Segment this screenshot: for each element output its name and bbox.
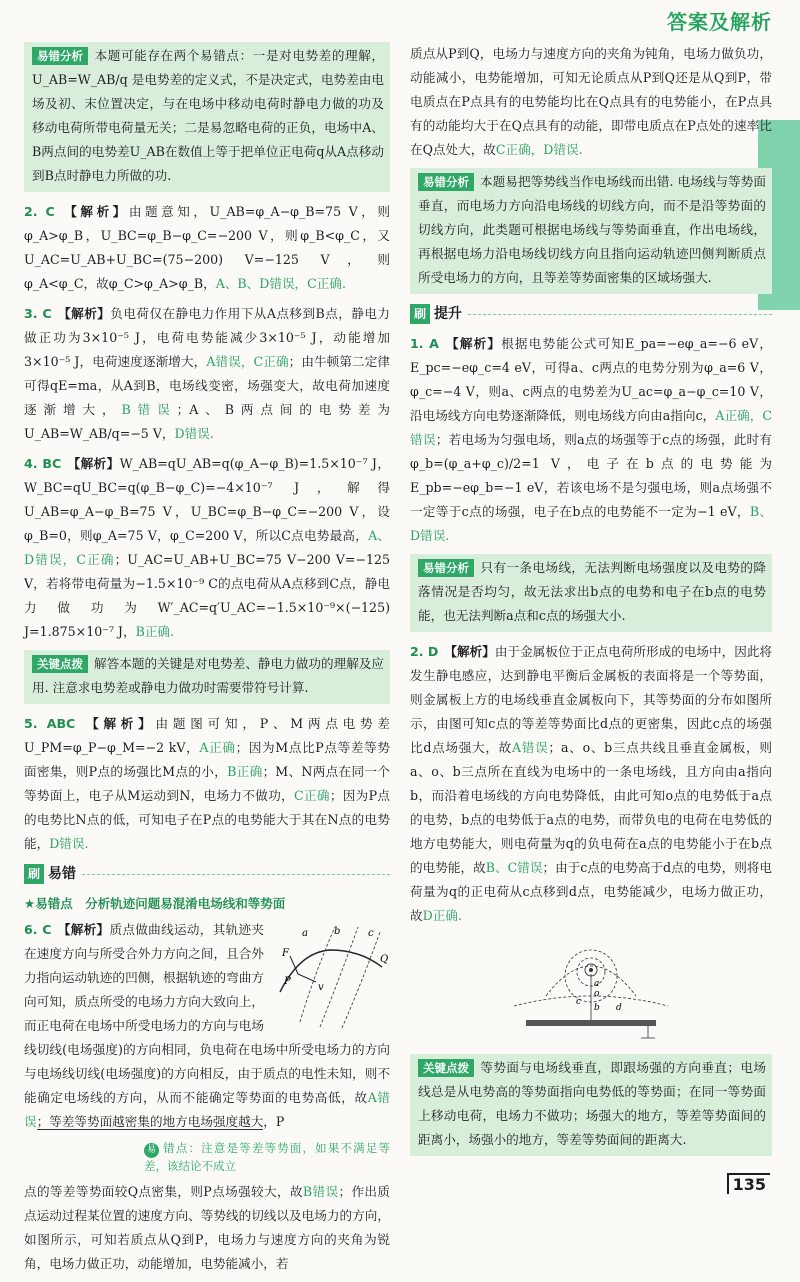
answer-text: ；作出质点运动过程某位置的速度方向、等势线的切线以及电场力的方向，如图所示，可知若质点从Q到P，电场力与速度方向的夹角为锐角，电场力做正功，动能增加，电势能减小，若: [24, 1184, 390, 1271]
answer-verdict: B错误: [121, 402, 177, 417]
answer-text: ；U_AC=U_AB+U_BC=75 V−200 V=−125 V，若将带电荷量为−1.5×10⁻⁹ C的点电荷从A点移到C点，静电力做功为W′_AC=q′U_AC=−1.5×10⁻⁹×(−125) J=1.875×10⁻⁷ J，: [24, 552, 391, 639]
fig-label-b: b: [334, 926, 341, 937]
answer-text: 由于金属板位于正点电荷所形成的电场中，因此将发生静电感应，达到静电平衡后金属板的表面将是一个等势面，则金属板上方的电场线垂直金属板向下，其等势面的分布如图所示，由图可知c点的等差等势面比d点的更密集，因此c点的场强比d点场强大，故: [410, 644, 773, 755]
answer-number: 5. ABC: [24, 716, 76, 731]
section-heading-error: [24, 862, 390, 886]
answer-text: 负电荷仅在静电力作用下从A点移到B点，静电力做正功为3×10⁻⁵ J，电荷电势能减少3×10⁻⁵ J，动能增加3×10⁻⁵ J，电荷速度逐渐增大，: [24, 306, 391, 369]
fig-label-v: v: [318, 982, 324, 993]
analysis-label: 【解析】: [67, 456, 120, 471]
error-analysis-box: [24, 42, 390, 192]
answer-verdict: C正确，D错误.: [495, 142, 583, 157]
answer-6-continued-right: [410, 42, 772, 162]
answer-verdict: A错误: [511, 740, 549, 755]
section-title: 易错: [48, 866, 76, 882]
improve-answer-2: [410, 640, 772, 928]
answer-number: 2. C: [24, 204, 55, 219]
answer-number: 3. C: [24, 306, 52, 321]
key-point-box: [24, 650, 390, 704]
left-column: [24, 42, 390, 1282]
answer-verdict: B、D错误.: [410, 504, 772, 543]
answer-text: 由题图可知，P、M两点电势差U_PM=φ_P−φ_M=−2 kV，: [24, 716, 390, 755]
error-analysis-box-2: [410, 554, 772, 632]
answer-verdict: A错误，C正确: [206, 354, 289, 369]
section-title: 提升: [434, 306, 462, 322]
answer-verdict: D错误.: [49, 836, 89, 851]
answer-verdict: A、B、D错误，C正确.: [215, 276, 346, 291]
analysis-label: 【解析】: [58, 306, 111, 321]
answer-5: [24, 712, 390, 856]
error-note: [144, 1140, 390, 1174]
answer-text: ；A、B两点间的电势差为U_AB=W_AB/q=−5 V，: [24, 402, 390, 441]
error-analysis-text: 只有一条电场线，无法判断电场强度以及电势的降落情况是否均匀，故无法求出b点的电势和电子在b点的电势能，也无法判断a点和c点的场强大小.: [418, 560, 766, 623]
answer-6: [24, 918, 390, 1134]
fig2-label-d: d: [616, 1003, 622, 1013]
error-note-icon: 易: [144, 1143, 159, 1158]
answer-4: [24, 452, 390, 644]
trajectory-figure: [270, 922, 390, 1032]
error-analysis-text: 本题易把等势线当作电场线而出错. 电场线与等势面垂直，而电场力方向沿电场线的切线方向，而不是沿等势面的切线方向，此类题可根据电场线与等势面垂直，作出电场线，再根据电场力沿电场线切线方向且指向运动轨迹凹侧判断质点所受电场力的方向，且等差等势面密集的区域场强大.: [418, 174, 766, 285]
error-analysis-tag: 易错分析: [418, 559, 474, 577]
answer-text: W_AB=qU_AB=q(φ_A−φ_B)=1.5×10⁻⁷ J，W_BC=qU_BC=q(φ_B−φ_C)=−4×10⁻⁷ J，解得U_AB=φ_A−φ_B=75 V，U_BC=φ_B−φ_C=−200 V，设φ_B=0，则φ_A=75 V，φ_C=200 V，所以C点电势最高，: [24, 456, 390, 543]
section-badge: 刷: [410, 304, 430, 324]
section-divider: [468, 314, 772, 315]
answer-verdict: D正确.: [422, 908, 462, 923]
error-analysis-tag: 易错分析: [418, 173, 474, 191]
answer-text: ；M、N两点在同一个等势面上，电子从M运动到N，电场力不做功，: [24, 764, 390, 803]
analysis-label: 【解析】: [444, 644, 495, 659]
error-point-title: ★易错点 分析轨迹问题易混淆电场线和等势面: [24, 896, 286, 911]
fig-label-c: c: [368, 928, 374, 939]
error-analysis-text: 本题可能存在两个易错点：一是对电势差的理解，U_AB=W_AB/q 是电势差的定义式，不是决定式，电势差由电场及初、末位置决定，与在电场中移动电荷时静电力做的功及移动电荷所带电荷量无关；二是易忽略电荷的正负，电场中A、B两点间的电势差U_AB在数值上等于把单位正电荷q从A点移动到B点时静电力所做的功.: [32, 48, 384, 183]
key-point-text: 解答本题的关键是对电势差、静电力做功的理解及应用. 注意求电势差或静电力做功时需要带符号计算.: [32, 656, 384, 695]
answer-text: 点的等差等势面较Q点密集，则P点场强较大，故: [24, 1184, 303, 1199]
section-heading-improve: [410, 302, 772, 326]
answer-verdict: A正确: [199, 740, 236, 755]
section-divider: [82, 874, 390, 875]
answer-text: ；因为P点的电势比N点的低，可知电子在P点的电势能大于其在N点的电势能，: [24, 788, 390, 851]
answer-text: 质点从P到Q，电场力与速度方向的夹角为钝角，电场力做负功，动能减小，电势能增加，可知无论质点从P到Q还是从Q到P，带电质点在P点具有的电势能均比在Q点具有的电势能小，在P点具有的动能均大于在Q点具有的动能，即带电质点在P点处的速率比在Q点处大，故: [410, 46, 772, 157]
answer-text: ，P: [263, 1114, 285, 1129]
answer-text: 根据电势能公式可知E_pa=−eφ_a=−6 eV，E_pc=−eφ_c=4 eV，可得a、c两点的电势分别为φ_a=6 V，φ_c=−4 V，则a、c两点的电势差为U_ac=φ_a−φ_c=10 V，沿电场线方向电势逐渐降低，则电场线方向由a指向c，: [410, 336, 772, 423]
right-column: [410, 42, 772, 1164]
answer-text: 由题意知，U_AB=φ_A−φ_B=75 V，则φ_A>φ_B，U_BC=φ_B−φ_C=−200 V，则φ_B<φ_C，又U_AC=U_AB+U_BC=(75−200) V=−125 V，则φ_A<φ_C，故φ_C>φ_A>φ_B，: [24, 204, 391, 291]
answer-verdict: C正确: [294, 788, 330, 803]
answer-verdict: B正确: [227, 764, 263, 779]
answer-verdict: B错误: [302, 1184, 339, 1199]
key-point-box-2: [410, 1054, 772, 1156]
fig2-label-o: o: [594, 989, 600, 999]
error-analysis-box: [410, 168, 772, 294]
answer-verdict: A、D错误，C正确: [24, 528, 390, 567]
answer-text: ；由牛顿第二定律可得qE=ma，从A到B，电场线变密，场强变大，故电荷加速度逐渐增大，: [24, 354, 391, 417]
key-point-tag: 关键点拨: [32, 655, 88, 673]
fig-label-p: P: [284, 976, 291, 987]
answer-verdict: B、C错误: [485, 860, 543, 875]
section-badge: 刷: [24, 864, 44, 884]
fig-label-a: a: [302, 928, 308, 939]
analysis-label: 【解析】: [86, 716, 156, 731]
answer-number: 6. C: [24, 922, 52, 937]
page-number: 135: [727, 1173, 770, 1194]
answer-2: [24, 200, 390, 296]
fig2-label-a: a: [594, 979, 600, 989]
fig-label-f: F: [282, 948, 289, 959]
fig-label-q: Q: [380, 954, 389, 965]
equipotential-figure: [506, 936, 676, 1044]
answer-text: ；若电场为匀强电场，则a点的场强等于c点的场强，此时有φ_b=(φ_a+φ_c)/2=1 V，电子在b点的电势能为E_pb=−eφ_b=−1 eV，若该电场不是匀强电场，则a点场强不一定等于c点的场强，电子在b点的电势能不一定为−1 eV，: [410, 432, 773, 519]
key-point-text: 等势面与电场线垂直，即跟场强的方向垂直；电场线总是从电势高的等势面指向电势低的等势面；在同一等势面上移动电荷，电场力不做功；场强大的地方，等差等势面间的距离小，场强小的地方，等差等势面间的距离大.: [418, 1060, 766, 1147]
improve-answer-1: [410, 332, 772, 548]
analysis-label: 【解析】: [446, 336, 502, 351]
fig2-label-c: c: [576, 997, 582, 1007]
answer-verdict: A正确，C错误: [410, 408, 772, 447]
page-header-title: 答案及解析: [667, 10, 772, 34]
answer-verdict: B正确.: [135, 624, 175, 639]
answer-verdict: A错误: [24, 1090, 391, 1129]
answer-text: 质点做曲线运动，其轨迹夹在速度方向与所受合外力方向之间，且合外力指向运动轨迹的凹侧，根据轨迹的弯曲方向可知，质点所受的电场力方向大致向上，而正电荷在电场中所受电场力的方向与电场线切线(电场强度)的方向相同，负电荷在电场中所受电场力的方向与电场线切线(电场强度)的方向相反，由于质点的电性未知，则不能确定电场线的方向，从而不能确定等势面的电势高低，故: [24, 922, 390, 1105]
error-analysis-tag: 易错分析: [32, 47, 88, 65]
answer-text: ；a、o、b三点共线且垂直金属板，则a、o、b三点所在直线为电场中的一条电场线，且方向由a指向b，而沿着电场线的方向电势降低，由此可知o点的电势低于a点的电势，b点的电势低于a点的电势，而带负电的电荷在电势低的地方电势能大，则电荷量为q的负电荷在a点的电势能小于在b点的电势能，故: [410, 740, 773, 875]
answer-text: ；由于c点的电势高于d点的电势，则将电荷量为q的正电荷从c点移到d点，电势能减少，电场力做正功，故: [410, 860, 773, 923]
answer-number: 4. BC: [24, 456, 62, 471]
answer-number: 1. A: [410, 336, 439, 351]
fig2-label-b: b: [594, 1003, 600, 1013]
error-note-text: 错点：注意是等差等势面，如果不满足等差，该结论不成立: [144, 1141, 390, 1173]
answer-text: ；因为M点比P点等差等势面密集，则P点的场强比M点的小，: [24, 740, 390, 779]
answer-verdict: D错误.: [174, 426, 214, 441]
analysis-label: 【解析】: [57, 922, 110, 937]
answer-3: [24, 302, 390, 446]
analysis-label: 【解析】: [64, 204, 129, 219]
underlined-statement: ；等差等势面越密集的地方电场强度越大: [36, 1114, 264, 1129]
answer-number: 2. D: [410, 644, 439, 659]
key-point-tag: 关键点拨: [418, 1059, 474, 1077]
answer-6-continued: [24, 1180, 390, 1276]
